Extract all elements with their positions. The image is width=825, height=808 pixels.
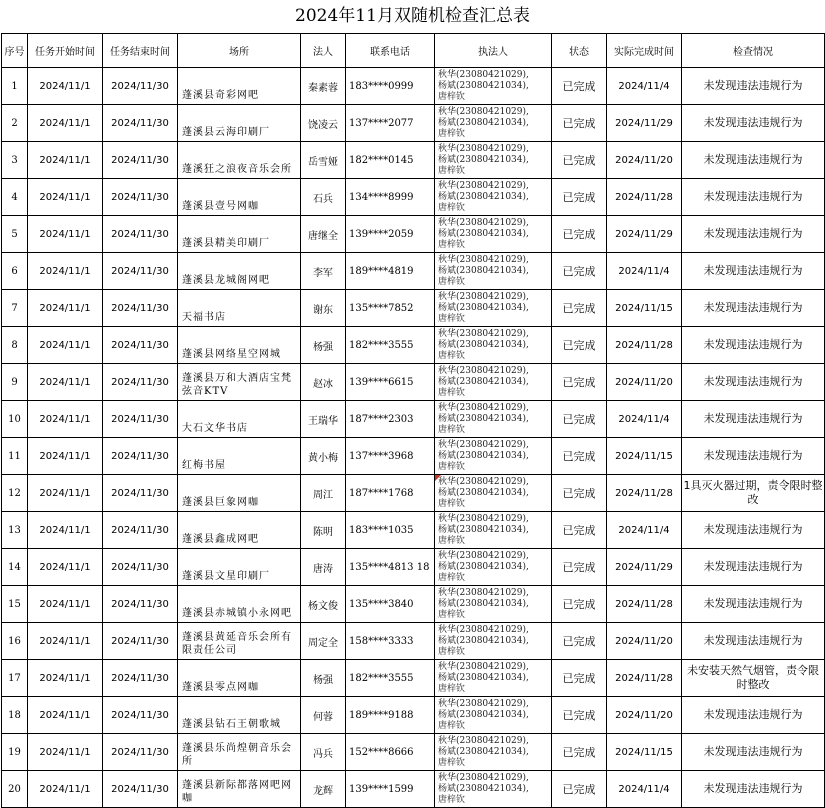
table-row [2, 142, 825, 179]
header-status: 状态 [552, 34, 607, 68]
row-status: 已完成 [552, 68, 607, 105]
row-place: 蓬溪县龙城阁网吧 [178, 253, 301, 290]
enforcer-line-3: 唐梓钦 [438, 683, 466, 694]
row-result: 未发现违法违规行为 [682, 623, 825, 660]
row-status: 已完成 [552, 401, 607, 438]
row-start-date: 2024/11/1 [28, 364, 103, 401]
enforcer-line-3: 唐梓钦 [438, 461, 466, 472]
row-end-date: 2024/11/30 [103, 290, 178, 327]
row-end-date: 2024/11/30 [103, 771, 178, 808]
row-place: 蓬溪县网络星空网城 [178, 327, 301, 364]
row-start-date: 2024/11/1 [28, 216, 103, 253]
enforcer-line-3: 唐梓钦 [438, 535, 466, 546]
row-start-date: 2024/11/1 [28, 142, 103, 179]
row-status: 已完成 [552, 475, 607, 512]
row-enforcers [435, 438, 552, 475]
row-done-date: 2024/11/29 [607, 216, 682, 253]
table-row [2, 623, 825, 660]
row-status: 已完成 [552, 142, 607, 179]
enforcer-line-1: 秋华(23080421029), [438, 550, 529, 561]
row-status: 已完成 [552, 105, 607, 142]
enforcer-line-1: 秋华(23080421029), [438, 772, 529, 783]
enforcer-line-3: 唐梓钦 [438, 91, 466, 102]
row-enforcers [435, 660, 552, 697]
table-row [2, 734, 825, 771]
enforcer-line-1: 秋华(23080421029), [438, 365, 529, 376]
table-row [2, 364, 825, 401]
table-row [2, 290, 825, 327]
table-row [2, 549, 825, 586]
enforcer-line-3: 唐梓钦 [438, 387, 466, 398]
row-number: 11 [2, 438, 28, 475]
enforcer-line-2: 杨斌(23080421034), [438, 376, 529, 387]
row-number: 4 [2, 179, 28, 216]
page-title: 2024年11月双随机检查汇总表 [295, 6, 530, 26]
row-result: 未发现违法违规行为 [682, 216, 825, 253]
enforcer-line-3: 唐梓钦 [438, 128, 466, 139]
enforcer-line-1: 秋华(23080421029), [438, 476, 529, 487]
row-legal-person: 杨文俊 [301, 586, 346, 623]
table-row [2, 438, 825, 475]
row-result: 未安装天然气烟管，责令限时整改 [682, 660, 825, 697]
row-legal-person: 秦素蓉 [301, 68, 346, 105]
enforcer-line-2: 杨斌(23080421034), [438, 635, 529, 646]
header-row [2, 34, 825, 68]
enforcer-line-1: 秋华(23080421029), [438, 291, 529, 302]
row-legal-person: 唐继全 [301, 216, 346, 253]
row-end-date: 2024/11/30 [103, 512, 178, 549]
row-legal-person: 石兵 [301, 179, 346, 216]
row-number: 18 [2, 697, 28, 734]
row-end-date: 2024/11/30 [103, 549, 178, 586]
enforcer-line-3: 唐梓钦 [438, 202, 466, 213]
row-enforcers [435, 623, 552, 660]
enforcer-line-3: 唐梓钦 [438, 350, 466, 361]
enforcer-line-1: 秋华(23080421029), [438, 439, 529, 450]
row-phone: 135****4813 18 [346, 549, 435, 586]
row-place: 蓬溪县乐尚煌朝音乐会所 [178, 734, 301, 771]
row-result: 未发现违法违规行为 [682, 105, 825, 142]
row-done-date: 2024/11/20 [607, 623, 682, 660]
row-done-date: 2024/11/28 [607, 327, 682, 364]
row-end-date: 2024/11/30 [103, 105, 178, 142]
enforcer-line-1: 秋华(23080421029), [438, 69, 529, 80]
row-end-date: 2024/11/30 [103, 438, 178, 475]
enforcer-line-1: 秋华(23080421029), [438, 587, 529, 598]
row-status: 已完成 [552, 771, 607, 808]
row-number: 3 [2, 142, 28, 179]
row-start-date: 2024/11/1 [28, 660, 103, 697]
row-place: 蓬溪县零点网咖 [178, 660, 301, 697]
table-row [2, 105, 825, 142]
row-end-date: 2024/11/30 [103, 697, 178, 734]
row-phone: 158****3333 [346, 623, 435, 660]
row-result: 未发现违法违规行为 [682, 734, 825, 771]
row-number: 7 [2, 290, 28, 327]
row-place: 蓬溪县钻石王朝歌城 [178, 697, 301, 734]
row-number: 15 [2, 586, 28, 623]
enforcer-line-3: 唐梓钦 [438, 165, 466, 176]
row-done-date: 2024/11/29 [607, 105, 682, 142]
row-legal-person: 黄小梅 [301, 438, 346, 475]
table-row [2, 771, 825, 808]
enforcer-line-1: 秋华(23080421029), [438, 254, 529, 265]
row-start-date: 2024/11/1 [28, 512, 103, 549]
row-start-date: 2024/11/1 [28, 734, 103, 771]
enforcer-line-2: 杨斌(23080421034), [438, 191, 529, 202]
row-number: 20 [2, 771, 28, 808]
row-place: 蓬溪县赤城镇小永网吧 [178, 586, 301, 623]
row-enforcers [435, 327, 552, 364]
enforcer-line-2: 杨斌(23080421034), [438, 265, 529, 276]
row-place: 蓬溪狂之浪夜音乐会所 [178, 142, 301, 179]
row-number: 2 [2, 105, 28, 142]
row-start-date: 2024/11/1 [28, 68, 103, 105]
header-enforcer: 执法人 [435, 34, 552, 68]
header-place: 场所 [178, 34, 301, 68]
enforcer-line-3: 唐梓钦 [438, 424, 466, 435]
row-end-date: 2024/11/30 [103, 364, 178, 401]
row-number: 19 [2, 734, 28, 771]
row-end-date: 2024/11/30 [103, 734, 178, 771]
table-row [2, 475, 825, 512]
row-phone: 183****0999 [346, 68, 435, 105]
row-legal-person: 周定全 [301, 623, 346, 660]
header-start: 任务开始时间 [28, 34, 103, 68]
header-legal: 法人 [301, 34, 346, 68]
enforcer-line-2: 杨斌(23080421034), [438, 154, 529, 165]
row-status: 已完成 [552, 438, 607, 475]
header-result: 检查情况 [682, 34, 825, 68]
row-legal-person: 李军 [301, 253, 346, 290]
enforcer-line-2: 杨斌(23080421034), [438, 80, 529, 91]
enforcer-line-3: 唐梓钦 [438, 646, 466, 657]
row-result: 未发现违法违规行为 [682, 401, 825, 438]
row-number: 17 [2, 660, 28, 697]
enforcer-line-2: 杨斌(23080421034), [438, 339, 529, 350]
row-enforcers [435, 512, 552, 549]
row-phone: 139****2059 [346, 216, 435, 253]
row-status: 已完成 [552, 697, 607, 734]
row-place: 蓬溪县奇彩网吧 [178, 68, 301, 105]
row-enforcers [435, 105, 552, 142]
row-result: 未发现违法违规行为 [682, 290, 825, 327]
row-done-date: 2024/11/15 [607, 290, 682, 327]
row-status: 已完成 [552, 586, 607, 623]
row-result: 未发现违法违规行为 [682, 549, 825, 586]
table-row [2, 253, 825, 290]
enforcer-line-1: 秋华(23080421029), [438, 661, 529, 672]
row-enforcers [435, 586, 552, 623]
row-legal-person: 杨强 [301, 660, 346, 697]
row-phone: 137****3968 [346, 438, 435, 475]
enforcer-line-1: 秋华(23080421029), [438, 698, 529, 709]
row-result: 未发现违法违规行为 [682, 253, 825, 290]
row-place: 蓬溪县巨象网咖 [178, 475, 301, 512]
header-phone: 联系电话 [346, 34, 435, 68]
enforcer-line-1: 秋华(23080421029), [438, 624, 529, 635]
row-result: 未发现违法违规行为 [682, 771, 825, 808]
row-result: 未发现违法违规行为 [682, 438, 825, 475]
row-enforcers [435, 142, 552, 179]
header-no: 序号 [2, 34, 28, 68]
row-phone: 134****8999 [346, 179, 435, 216]
row-enforcers [435, 68, 552, 105]
row-status: 已完成 [552, 623, 607, 660]
row-phone: 182****0145 [346, 142, 435, 179]
row-legal-person: 陈明 [301, 512, 346, 549]
enforcer-line-1: 秋华(23080421029), [438, 513, 529, 524]
row-end-date: 2024/11/30 [103, 68, 178, 105]
row-legal-person: 王瑞华 [301, 401, 346, 438]
row-legal-person: 龙辉 [301, 771, 346, 808]
row-done-date: 2024/11/28 [607, 475, 682, 512]
row-end-date: 2024/11/30 [103, 586, 178, 623]
enforcer-line-2: 杨斌(23080421034), [438, 487, 529, 498]
row-done-date: 2024/11/4 [607, 771, 682, 808]
enforcer-line-2: 杨斌(23080421034), [438, 598, 529, 609]
row-end-date: 2024/11/30 [103, 475, 178, 512]
row-enforcers [435, 253, 552, 290]
row-start-date: 2024/11/1 [28, 549, 103, 586]
enforcer-line-1: 秋华(23080421029), [438, 735, 529, 746]
row-phone: 187****1768 [346, 475, 435, 512]
enforcer-line-1: 秋华(23080421029), [438, 328, 529, 339]
row-number: 10 [2, 401, 28, 438]
row-start-date: 2024/11/1 [28, 586, 103, 623]
enforcer-line-1: 秋华(23080421029), [438, 106, 529, 117]
row-result: 未发现违法违规行为 [682, 697, 825, 734]
row-number: 6 [2, 253, 28, 290]
row-start-date: 2024/11/1 [28, 771, 103, 808]
row-done-date: 2024/11/4 [607, 512, 682, 549]
row-start-date: 2024/11/1 [28, 697, 103, 734]
row-done-date: 2024/11/20 [607, 697, 682, 734]
row-status: 已完成 [552, 290, 607, 327]
row-place: 红梅书屋 [178, 438, 301, 475]
row-phone: 139****6615 [346, 364, 435, 401]
row-start-date: 2024/11/1 [28, 438, 103, 475]
enforcer-line-3: 唐梓钦 [438, 313, 466, 324]
row-start-date: 2024/11/1 [28, 475, 103, 512]
row-legal-person: 谢东 [301, 290, 346, 327]
row-enforcers [435, 549, 552, 586]
row-legal-person: 杨强 [301, 327, 346, 364]
enforcer-line-2: 杨斌(23080421034), [438, 709, 529, 720]
row-phone: 189****4819 [346, 253, 435, 290]
enforcer-line-3: 唐梓钦 [438, 276, 466, 287]
row-status: 已完成 [552, 660, 607, 697]
row-enforcers [435, 290, 552, 327]
row-enforcers [435, 179, 552, 216]
table-row [2, 512, 825, 549]
row-enforcers [435, 364, 552, 401]
row-status: 已完成 [552, 179, 607, 216]
row-done-date: 2024/11/28 [607, 179, 682, 216]
row-enforcers [435, 734, 552, 771]
enforcer-line-2: 杨斌(23080421034), [438, 561, 529, 572]
row-phone: 183****1035 [346, 512, 435, 549]
row-done-date: 2024/11/15 [607, 734, 682, 771]
row-done-date: 2024/11/28 [607, 660, 682, 697]
header-done: 实际完成时间 [607, 34, 682, 68]
row-phone: 189****9188 [346, 697, 435, 734]
row-number: 14 [2, 549, 28, 586]
row-legal-person: 唐涛 [301, 549, 346, 586]
row-place: 蓬溪县云海印刷厂 [178, 105, 301, 142]
enforcer-line-1: 秋华(23080421029), [438, 143, 529, 154]
row-legal-person: 周江 [301, 475, 346, 512]
row-end-date: 2024/11/30 [103, 327, 178, 364]
enforcer-line-1: 秋华(23080421029), [438, 217, 529, 228]
enforcer-line-2: 杨斌(23080421034), [438, 228, 529, 239]
row-enforcers [435, 401, 552, 438]
table-row [2, 401, 825, 438]
row-status: 已完成 [552, 364, 607, 401]
row-phone: 182****3555 [346, 327, 435, 364]
enforcer-line-3: 唐梓钦 [438, 572, 466, 583]
row-number: 5 [2, 216, 28, 253]
row-number: 16 [2, 623, 28, 660]
enforcer-line-3: 唐梓钦 [438, 239, 466, 250]
row-number: 9 [2, 364, 28, 401]
row-start-date: 2024/11/1 [28, 290, 103, 327]
row-legal-person: 赵冰 [301, 364, 346, 401]
enforcer-line-2: 杨斌(23080421034), [438, 450, 529, 461]
row-number: 12 [2, 475, 28, 512]
row-place: 蓬溪县万和大酒店宝梵弦音KTV [178, 364, 301, 401]
row-end-date: 2024/11/30 [103, 216, 178, 253]
row-start-date: 2024/11/1 [28, 179, 103, 216]
row-done-date: 2024/11/4 [607, 253, 682, 290]
enforcer-line-3: 唐梓钦 [438, 498, 466, 509]
row-result: 未发现违法违规行为 [682, 327, 825, 364]
table-row [2, 179, 825, 216]
enforcer-line-2: 杨斌(23080421034), [438, 413, 529, 424]
enforcer-line-2: 杨斌(23080421034), [438, 746, 529, 757]
row-legal-person: 岳雪娅 [301, 142, 346, 179]
row-done-date: 2024/11/29 [607, 549, 682, 586]
row-done-date: 2024/11/28 [607, 586, 682, 623]
row-result: 未发现违法违规行为 [682, 364, 825, 401]
enforcer-line-3: 唐梓钦 [438, 757, 466, 768]
row-end-date: 2024/11/30 [103, 623, 178, 660]
row-place: 蓬溪县壹号网咖 [178, 179, 301, 216]
row-enforcers [435, 771, 552, 808]
row-done-date: 2024/11/15 [607, 438, 682, 475]
row-phone: 135****3840 [346, 586, 435, 623]
row-result: 1具灭火器过期，责令限时整改 [682, 475, 825, 512]
row-status: 已完成 [552, 327, 607, 364]
enforcer-line-1: 秋华(23080421029), [438, 402, 529, 413]
row-status: 已完成 [552, 216, 607, 253]
table-row [2, 68, 825, 105]
row-result: 未发现违法违规行为 [682, 68, 825, 105]
row-place: 天福书店 [178, 290, 301, 327]
enforcer-line-2: 杨斌(23080421034), [438, 302, 529, 313]
enforcer-line-3: 唐梓钦 [438, 720, 466, 731]
row-done-date: 2024/11/20 [607, 142, 682, 179]
row-start-date: 2024/11/1 [28, 623, 103, 660]
row-number: 13 [2, 512, 28, 549]
row-phone: 139****1599 [346, 771, 435, 808]
row-legal-person: 饶凌云 [301, 105, 346, 142]
header-end: 任务结束时间 [103, 34, 178, 68]
row-result: 未发现违法违规行为 [682, 142, 825, 179]
row-place: 蓬溪县精美印刷厂 [178, 216, 301, 253]
table-row [2, 586, 825, 623]
table-row [2, 660, 825, 697]
row-start-date: 2024/11/1 [28, 105, 103, 142]
row-place: 蓬溪县鑫成网吧 [178, 512, 301, 549]
row-end-date: 2024/11/30 [103, 401, 178, 438]
row-phone: 187****2303 [346, 401, 435, 438]
table-row [2, 216, 825, 253]
enforcer-line-2: 杨斌(23080421034), [438, 524, 529, 535]
row-enforcers [435, 216, 552, 253]
row-status: 已完成 [552, 253, 607, 290]
row-start-date: 2024/11/1 [28, 327, 103, 364]
row-status: 已完成 [552, 734, 607, 771]
row-place: 蓬溪县文星印刷厂 [178, 549, 301, 586]
row-start-date: 2024/11/1 [28, 401, 103, 438]
enforcer-line-1: 秋华(23080421029), [438, 180, 529, 191]
row-enforcers [435, 697, 552, 734]
row-result: 未发现违法违规行为 [682, 512, 825, 549]
row-number: 8 [2, 327, 28, 364]
row-end-date: 2024/11/30 [103, 142, 178, 179]
row-enforcers [435, 475, 552, 512]
row-done-date: 2024/11/20 [607, 364, 682, 401]
enforcer-line-2: 杨斌(23080421034), [438, 672, 529, 683]
row-phone: 135****7852 [346, 290, 435, 327]
table-body [2, 68, 825, 808]
row-place: 大石文华书店 [178, 401, 301, 438]
enforcer-line-3: 唐梓钦 [438, 794, 466, 805]
row-start-date: 2024/11/1 [28, 253, 103, 290]
row-status: 已完成 [552, 512, 607, 549]
row-end-date: 2024/11/30 [103, 660, 178, 697]
inspection-table [1, 33, 825, 808]
enforcer-line-3: 唐梓钦 [438, 609, 466, 620]
row-place: 蓬溪县新际都落网吧网咖 [178, 771, 301, 808]
enforcer-line-2: 杨斌(23080421034), [438, 783, 529, 794]
row-legal-person: 何蓉 [301, 697, 346, 734]
row-phone: 182****3555 [346, 660, 435, 697]
table-row [2, 697, 825, 734]
row-done-date: 2024/11/4 [607, 68, 682, 105]
table-row [2, 327, 825, 364]
row-legal-person: 冯兵 [301, 734, 346, 771]
enforcer-line-2: 杨斌(23080421034), [438, 117, 529, 128]
row-result: 未发现违法违规行为 [682, 179, 825, 216]
row-phone: 137****2077 [346, 105, 435, 142]
row-status: 已完成 [552, 549, 607, 586]
row-done-date: 2024/11/4 [607, 401, 682, 438]
row-phone: 152****8666 [346, 734, 435, 771]
row-place: 蓬溪县黄延音乐会所有限责任公司 [178, 623, 301, 660]
row-end-date: 2024/11/30 [103, 179, 178, 216]
row-result: 未发现违法违规行为 [682, 586, 825, 623]
row-number: 1 [2, 68, 28, 105]
row-end-date: 2024/11/30 [103, 253, 178, 290]
